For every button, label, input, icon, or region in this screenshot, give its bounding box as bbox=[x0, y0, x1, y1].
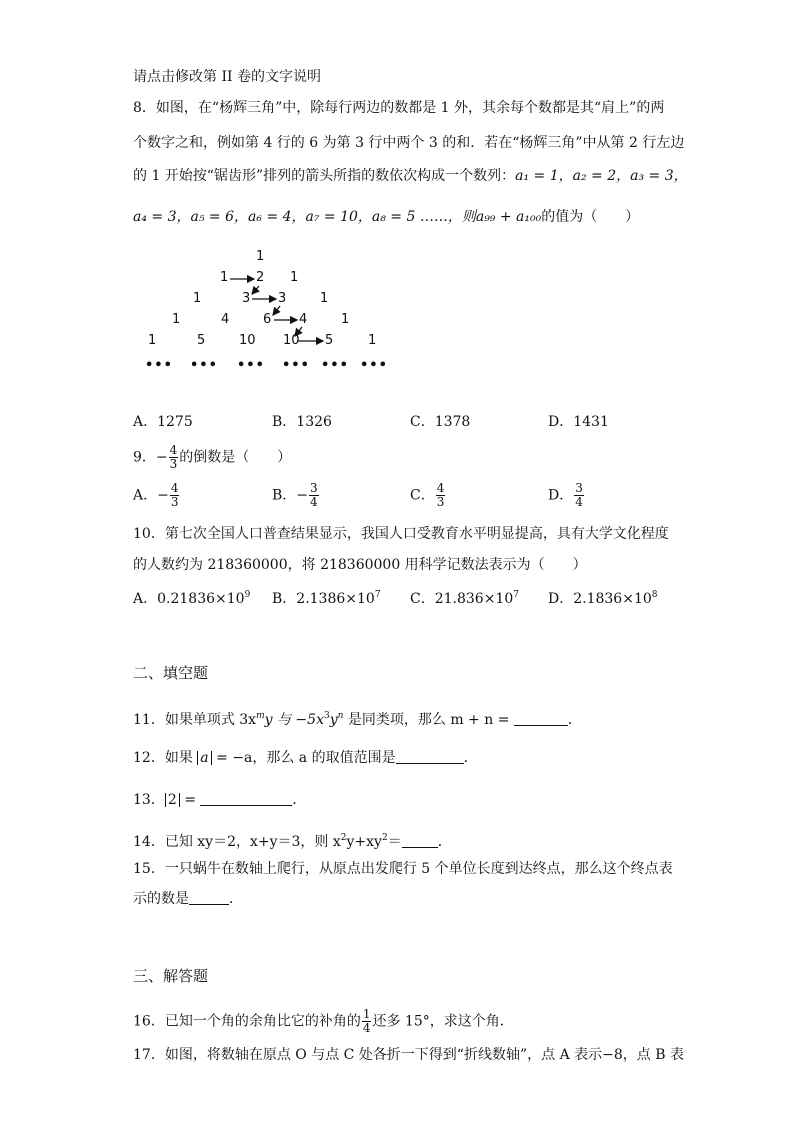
tri-r4-c3: 6 bbox=[263, 312, 272, 327]
tri-r2-c2: 2 bbox=[256, 270, 265, 285]
section-answer-title: 三、解答题 bbox=[133, 967, 209, 985]
q14-line: 14．已知 xy＝2，x+y＝3，则 $x^2y+xy^2=$ ． bbox=[133, 833, 452, 850]
q8-option-c[interactable]: C．1378 bbox=[410, 414, 471, 430]
tri-r4-c1: 1 bbox=[172, 312, 181, 327]
q8-line1: 8．如图，在“杨辉三角”中，除每行两边的数都是 1 外，其余每个数都是其“肩上”的两 bbox=[133, 100, 665, 116]
section-fill-in-title: 二、填空题 bbox=[133, 664, 209, 682]
header-note: 请点击修改第 II 卷的文字说明 bbox=[133, 69, 321, 85]
q8-line2: 个数字之和，例如第 4 行的 6 为第 3 行中两个 3 的和．若在“杨辉三角”中从第 2 行左边 bbox=[133, 135, 685, 151]
q9-suffix: 的倒数是（ ） bbox=[179, 449, 292, 466]
q10-option-b[interactable]: B．$2.1386\times 10^7$ bbox=[272, 590, 381, 607]
arrow-d2 bbox=[273, 306, 280, 315]
q9-fraction: $\frac{4}{3}$ bbox=[169, 443, 178, 471]
arrow-d3 bbox=[295, 327, 302, 336]
q10-line2: 的人数约为 218360000，将 218360000 用科学记数法表示为（ ） bbox=[133, 557, 587, 573]
q10-line1: 10．第七次全国人口普查结果显示，我国人口受教育水平明显提高，具有大学文化程度 bbox=[133, 526, 669, 542]
tri-dots-6: ••• bbox=[360, 358, 388, 373]
q10-option-d[interactable]: D．$2.1836\times 10^8$ bbox=[548, 590, 658, 607]
tri-r4-c5: 1 bbox=[341, 312, 350, 327]
q9-option-d[interactable]: D． $\frac{3}{4}$ bbox=[548, 481, 583, 509]
q8-option-b[interactable]: B．1326 bbox=[272, 414, 332, 430]
tri-r3-c3: 3 bbox=[278, 291, 287, 306]
q8-seq2: a₄ = 3，a₅ = 6，a₆ = 4，a₇ = 10，a₈ = 5 ……，则 bbox=[133, 209, 476, 225]
zigzag-arrows bbox=[0, 0, 794, 400]
q15-line1: 15．一只蜗牛在数轴上爬行，从原点出发爬行 5 个单位长度到达终点，那么这个终点表 bbox=[133, 861, 673, 877]
q8-option-a[interactable]: A．1275 bbox=[133, 414, 193, 430]
tri-r3-c4: 1 bbox=[320, 291, 329, 306]
q8-expr: a₉₉ + a₁₀₀ bbox=[475, 209, 542, 225]
q8-tail: 的值为（ ） bbox=[541, 209, 640, 225]
q16-line: 16．已知一个角的余角比它的补角的 $\frac{1}{4}$ 还多 15°，求这个角． bbox=[133, 1007, 514, 1035]
q9-option-c[interactable]: C． $\frac{4}{3}$ bbox=[410, 481, 445, 509]
tri-r5-c5: 5 bbox=[325, 333, 334, 348]
q12-line: 12．如果 a = −a，那么 a 的取值范围是 ． bbox=[133, 750, 478, 766]
q8-seq1: a₁ = 1，a₂ = 2，a₃ = 3， bbox=[515, 168, 688, 184]
tri-r5-c1: 1 bbox=[148, 333, 157, 348]
q10-option-a[interactable]: A．$0.21836\times 10^9$ bbox=[133, 590, 251, 607]
q13-answer-blank[interactable] bbox=[200, 791, 292, 806]
tri-r5-c3: 10 bbox=[239, 333, 256, 348]
q10-option-c[interactable]: C．$21.836\times 10^7$ bbox=[410, 590, 519, 607]
q9-line bbox=[133, 444, 291, 471]
tri-r4-c2: 4 bbox=[221, 312, 230, 327]
q9-prefix: 9．− bbox=[133, 449, 168, 466]
tri-r3-c2: 3 bbox=[242, 291, 251, 306]
tri-r5-c4: 10 bbox=[283, 333, 300, 348]
q15-answer-blank[interactable] bbox=[189, 890, 229, 905]
q12-answer-blank[interactable] bbox=[396, 749, 464, 764]
tri-r3-c1: 1 bbox=[193, 291, 202, 306]
tri-dots-1: ••• bbox=[145, 358, 173, 373]
tri-r1-c1: 1 bbox=[256, 249, 265, 264]
q14-answer-blank[interactable] bbox=[402, 833, 438, 848]
tri-dots-5: ••• bbox=[321, 358, 349, 373]
tri-r2-c3: 1 bbox=[290, 270, 299, 285]
tri-r5-c6: 1 bbox=[368, 333, 377, 348]
q13-line: 13． 2 = ． bbox=[133, 792, 307, 808]
tri-r4-c4: 4 bbox=[299, 312, 308, 327]
tri-r5-c2: 5 bbox=[197, 333, 206, 348]
q9-option-a[interactable]: A．− $\frac{4}{3}$ bbox=[133, 481, 179, 509]
tri-r2-c1: 1 bbox=[220, 270, 229, 285]
q17-line1: 17．如图，将数轴在原点 O 与点 C 处各折一下得到“折线数轴”，点 A 表示−8，点 B 表 bbox=[133, 1047, 684, 1063]
q9-option-b[interactable]: B．− $\frac{3}{4}$ bbox=[272, 481, 318, 509]
q11-line: 11．如果单项式 $3x^my$ 与 $-5x^3y^n$ 是同类项，那么 m + n = ． bbox=[133, 711, 582, 728]
q8-line3-text: 的 1 开始按“锯齿形”排列的箭头所指的数依次构成一个数列： bbox=[133, 168, 516, 184]
q15-line2: 示的数是 ． bbox=[133, 891, 243, 907]
tri-dots-2: ••• bbox=[190, 358, 218, 373]
q16-fraction: $\frac{1}{4}$ bbox=[362, 1007, 371, 1035]
tri-dots-3: ••• bbox=[237, 358, 265, 373]
arrow-d1 bbox=[252, 286, 259, 294]
tri-dots-4: ••• bbox=[282, 358, 310, 373]
q8-option-d[interactable]: D．1431 bbox=[548, 414, 609, 430]
q11-answer-blank[interactable] bbox=[514, 711, 568, 726]
